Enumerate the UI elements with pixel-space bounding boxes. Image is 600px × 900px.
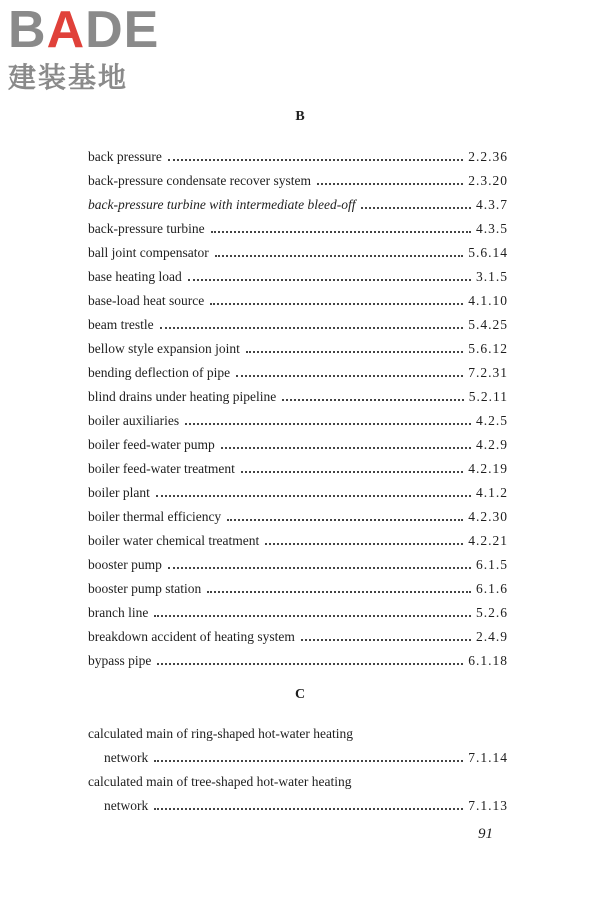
index-entry: back-pressure condensate recover system 2.3.20 bbox=[88, 173, 508, 188]
index-entry: branch line 5.2.6 bbox=[88, 605, 508, 620]
index-entry: network 7.1.13 bbox=[104, 798, 508, 813]
index-entry: bellow style expansion joint 5.6.12 bbox=[88, 341, 508, 356]
index-entry: back-pressure turbine 4.3.5 bbox=[88, 221, 508, 236]
index-entry: boiler feed-water treatment 4.2.19 bbox=[88, 461, 508, 476]
index-entry: beam trestle 5.4.25 bbox=[88, 317, 508, 332]
index-entry: ball joint compensator 5.6.14 bbox=[88, 245, 508, 260]
index-entry-first-line: calculated main of tree-shaped hot-water heating bbox=[88, 774, 352, 789]
index-entry-first-line: calculated main of ring-shaped hot-water heating bbox=[88, 726, 354, 741]
section-heading-b: B bbox=[295, 109, 305, 124]
logo-wordmark: BADE bbox=[8, 1, 160, 59]
index-entry: base-load heat source 4.1.10 bbox=[88, 293, 508, 308]
index-entry: back pressure 2.2.36 bbox=[88, 149, 508, 164]
index-entry: bending deflection of pipe 7.2.31 bbox=[88, 365, 508, 380]
index-entry: blind drains under heating pipeline 5.2.11 bbox=[88, 389, 508, 404]
page-number: 91 bbox=[478, 826, 493, 842]
index-entry: boiler feed-water pump 4.2.9 bbox=[88, 437, 508, 452]
index-entry: boiler thermal efficiency 4.2.30 bbox=[88, 509, 508, 524]
bade-logo bbox=[8, 1, 183, 96]
index-list-c bbox=[88, 718, 508, 814]
logo-subtitle: 建装基地 bbox=[8, 61, 129, 94]
index-entry: network 7.1.14 bbox=[104, 750, 508, 765]
index-entry: booster pump 6.1.5 bbox=[88, 557, 508, 572]
index-entry: back-pressure turbine with intermediate bleed-off 4.3.7 bbox=[88, 197, 508, 212]
index-entry: booster pump station 6.1.6 bbox=[88, 581, 508, 596]
index-entry: boiler water chemical treatment 4.2.21 bbox=[88, 533, 508, 548]
index-entry: bypass pipe 6.1.18 bbox=[88, 653, 508, 668]
section-heading-c: C bbox=[294, 687, 306, 702]
index-entry: breakdown accident of heating system 2.4.9 bbox=[88, 629, 508, 644]
index-entry: base heating load 3.1.5 bbox=[88, 269, 508, 284]
index-list-b bbox=[88, 141, 508, 669]
index-entry: boiler plant 4.1.2 bbox=[88, 485, 508, 500]
index-entry: boiler auxiliaries 4.2.5 bbox=[88, 413, 508, 428]
